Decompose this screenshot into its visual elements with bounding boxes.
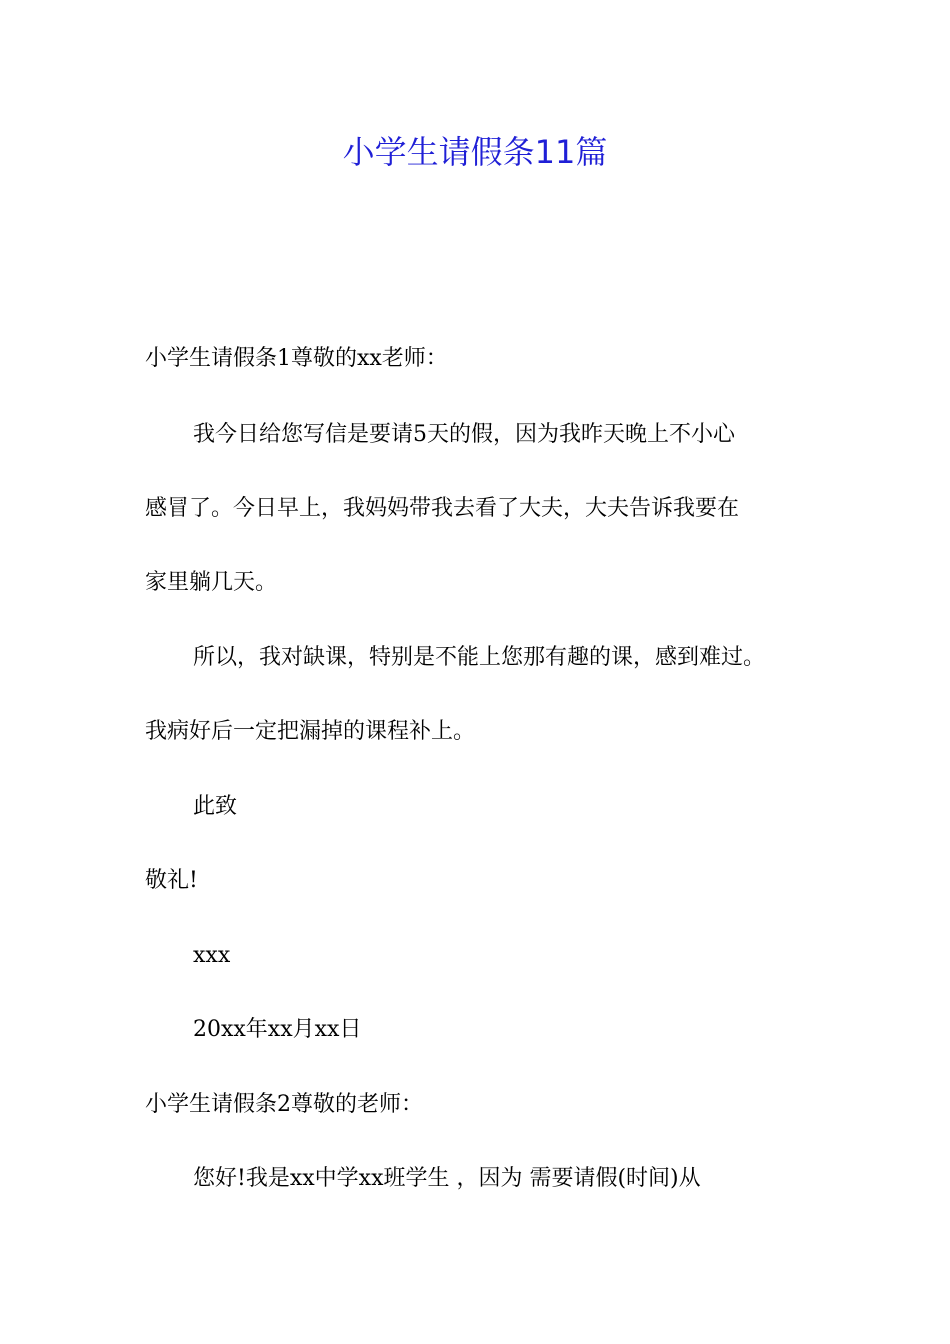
paragraph-line: 所以，我对缺课，特别是不能上您那有趣的课，感到难过。: [193, 645, 766, 670]
paragraph-line: 您好!我是xx中学xx班学生 ，因为 需要请假(时间)从: [193, 1166, 701, 1191]
letter-2-heading: 小学生请假条2尊敬的老师：: [145, 1092, 423, 1117]
document-title: 小学生请假条11篇: [342, 133, 608, 171]
salutation-line: 敬礼!: [145, 868, 198, 893]
paragraph-line: 我病好后一定把漏掉的课程补上。: [145, 719, 476, 744]
signature-date: 20xx年xx月xx日: [193, 1017, 362, 1042]
paragraph-line: 感冒了。今日早上，我妈妈带我去看了大夫，大夫告诉我要在: [145, 496, 740, 521]
paragraph-line: 我今日给您写信是要请5天的假，因为我昨天晚上不小心: [193, 422, 735, 447]
signature-name: xxx: [193, 943, 231, 968]
closing-line: 此致: [193, 794, 238, 819]
paragraph-line: 家里躺几天。: [145, 570, 278, 595]
letter-1-heading: 小学生请假条1尊敬的xx老师：: [145, 346, 448, 371]
